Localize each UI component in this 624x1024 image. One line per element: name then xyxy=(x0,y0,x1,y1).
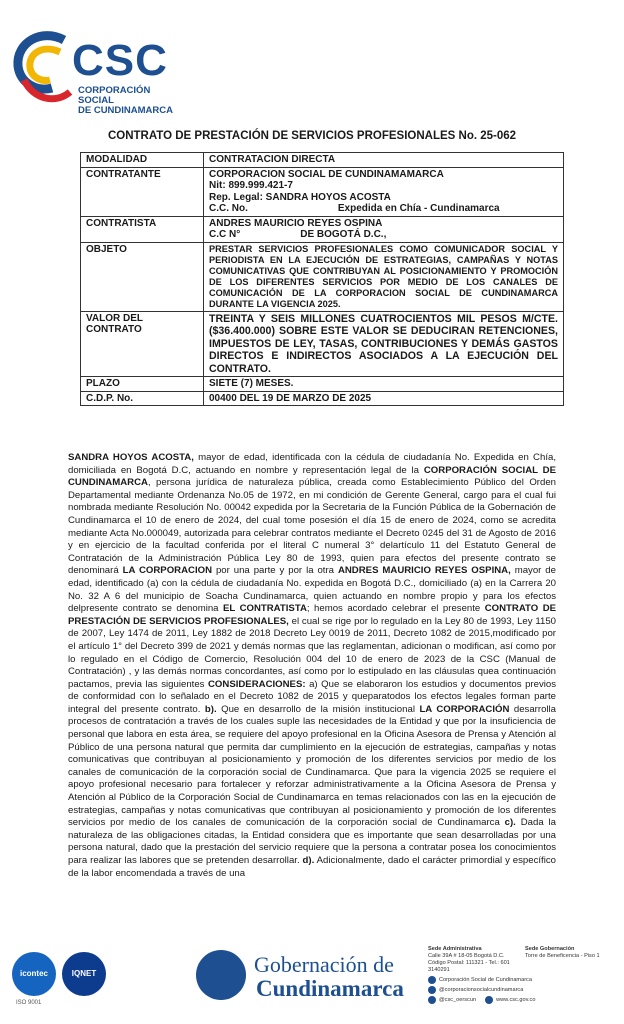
table-row xyxy=(81,391,564,406)
valor-value: TREINTA Y SEIS MILLONES CUATROCIENTOS MIL PESOS M/CTE. ($36.400.000) SOBRE ESTE VALOR SE DEDUCIRAN RETENCIONES, IMPUESTOS DE LEY, TASAS, CONTRIBUCIONES Y DEMÁS GASTOS DIRECTOS E INDIRECTOS ASOCIADOS A LA EJECUCIÓN DEL CONTRATO. xyxy=(204,311,564,377)
icontec-iso-label: ISO 9001 xyxy=(16,1000,42,1006)
csc-logo-subtitle: CORPORACIÓN SOCIAL DE CUNDINAMARCA xyxy=(78,85,173,116)
cdp-label: C.D.P. No. xyxy=(81,391,204,406)
web-icon xyxy=(485,996,493,1004)
table-row xyxy=(81,242,564,311)
csc-logo xyxy=(12,30,212,116)
contract-body-paragraph: SANDRA HOYOS ACOSTA, mayor de edad, identificada con la cédula de ciudadanía No. Expedida en Chía, domiciliada en Bogotá D.C, actuando en nombre y representación legal de la CORPORACIÓN SOCIAL DE CUNDINAMARCA, persona jurídica de naturaleza pública, creada como Establecimiento Público del Orden Departamental mediante Ordenanza No.05 de 1972, en mi condición de Gerente General, cargo para el cual fui nombrada mediante Resolución No. 00042 expedida por la Secretaria de la Función Pública de la Gobernación de Cundinamarca el 10 de enero de 2024, del cual tome posesión el día 15 de enero de 2024, como se acredita mediante Acta No.000049, autorizada para celebrar contratos mediante el Decreto 0245 del 31 de Agosto de 2016 y en ejercicio de la facultad conferida por el literal C numeral 3° delartículo 11 del Estatuto General de Contratación de la Administración Pública Ley 80 de 1993, quien para efectos del presente contrato se denominará LA CORPORACION por una parte y por la otra ANDRES MAURICIO REYES OSPINA, mayor de edad, identificado (a) con la cédula de ciudadanía No. expedida en Bogotá D.C., domiciliado (a) en la Carrera 20 No. 32 A 6 del municipio de Soacha Cundinamarca, quien actuando en nombre propio y para los efectos delpresente contrato se denomina EL CONTRATISTA; hemos acordado celebrar el presente CONTRATO DE PRESTACIÓN DE SERVICIOS PROFESIONALES, el cual se rige por lo regulado en la Ley 80 de 1993, Ley 1150 de 2007, Ley 1474 de 2011, Ley 1882 de 2018 Decreto Ley 0019 de 2011, Decreto 1082 de 2015,modificado por el artículo 1° del Decreto 399 de 2021 y demás normas que las reglamentan, adicionan o modifican, así como por lo regulado en el Código de Comercio, Resolución 004 del 10 de enero de 2023 de la CSC (Manual de Contratación) , y las demás normas concordantes, así como por lo estipulado en las cláusulas queа continuación pactamos, previa las siguientes CONSIDERACIONES: a) Que se elaboraron los estudios y documentos previos de conformidad con lo señalado en el Decreto 1082 de 2015 y queparatodos los efectos legales forman parte integral del presente contrato. b). Que en desarrollo de la misión institucional LA CORPORACIÓN desarrolla procesos de contratación a través de los cuales suple las necesidades de la Entidad y que por la insuficiencia de personal que labora en esta área, se requiere del apoyo profesional en la Oficina Asesora de Prensa y Atención al Público de una persona natural que permita dar cumplimiento en la ejecución de estrategias, campañas y notas comunicativas que contribuyan al posicionamiento y promoción de los diferentes servicios por medio de los canales de comunicación de la corporación social de Cundinamarca. Que para la vigencia 2025 se requiere el apoyo profesional necesario para fortalecer y reforzar administrativamente a la Oficina Asesora de Prensa y Atención al Público de la Corporación Social de Cundinamarca en temas relacionados con las en la ejecución de estrategias, campañas y notas comunicativas que contribuyan al posicionamiento y promoción de los diferentes servicios por medio de los canales de comunicación de la corporación social de Cundinamarca c). Dada la naturaleza de las obligaciones citadas, la Entidad considera que es importante que sean desarrolladas por una persona natural, dado que la prestación del servicio requiere que la persona a contratar posea los conocimientos para realizar las labores que se pretenden desarrollar. d). Adicionalmente, dado el carácter primordial y específico de la labor encomendada a través de una xyxy=(68,452,557,879)
contract-info-table xyxy=(80,152,564,406)
contratante-value: CORPORACION SOCIAL DE CUNDINAMAMARCA Nit: 899.999.421-7 Rep. Legal: SANDRA HOYOS ACOSTA C.C. No. Expedida en Chía - Cundinamarca xyxy=(204,167,564,216)
document-title: CONTRATO DE PRESTACIÓN DE SERVICIOS PROFESIONALES No. 25-062 xyxy=(107,130,517,142)
gobernacion-seal-icon xyxy=(196,950,246,1000)
cdp-value: 00400 DEL 19 DE MARZO DE 2025 xyxy=(204,391,564,406)
icontec-badge: icontec xyxy=(12,952,56,996)
facebook-contact: Corporación Social de Cundinamarca xyxy=(428,976,618,984)
contratista-label: CONTRATISTA xyxy=(81,216,204,242)
table-row xyxy=(81,167,564,216)
modalidad-value: CONTRATACION DIRECTA xyxy=(204,153,564,168)
gobernacion-line2: Cundinamarca xyxy=(256,976,404,1001)
modalidad-label: MODALIDAD xyxy=(81,153,204,168)
valor-label: VALOR DEL CONTRATO xyxy=(81,311,204,377)
plazo-value: SIETE (7) MESES. xyxy=(204,377,564,392)
facebook-icon xyxy=(428,976,436,984)
table-row xyxy=(81,216,564,242)
plazo-label: PLAZO xyxy=(81,377,204,392)
page-footer xyxy=(0,944,624,1024)
twitter-icon xyxy=(428,996,436,1004)
table-row xyxy=(81,311,564,377)
csc-swirl-icon xyxy=(12,30,78,106)
contact-info: Sede Administrativa Calle 39A # 18-05 Bogotá D.C. Código Postal: 111321 - Tel.: 601 3140291 Sede Gobernación Torre de Beneficencia - Piso 1 Corporación Social de Cundinamarca @corporacionsocialcundinamarca @csc_oerscun www.csc.gov.co xyxy=(428,946,618,1004)
csc-logo-text: CSC xyxy=(72,36,168,85)
table-row xyxy=(81,377,564,392)
social-web-contact: @csc_oerscun www.csc.gov.co xyxy=(428,996,618,1004)
instagram-contact: @corporacionsocialcundinamarca xyxy=(428,986,618,994)
table-row xyxy=(81,153,564,168)
instagram-icon xyxy=(428,986,436,994)
objeto-value: PRESTAR SERVICIOS PROFESIONALES COMO COMUNICADOR SOCIAL Y PERIODISTA EN LA EJECUCIÓN DE ESTRATEGIAS, CAMPAÑAS Y NOTAS COMUNICATIVAS QUE CONTRIBUYAN AL POSICIONAMIENTO Y PROMOCIÓN DE LOS DIFERENTES SERVICIOS POR MEDIO DE LOS CANALES DE COMUNICACIÓN DE LA CORPORACION SOCIAL DE CUNDINAMARCA DURANTE LA VIGENCIA 2025. xyxy=(204,242,564,311)
contratista-value: ANDRES MAURICIO REYES OSPINA C.C N° DE BOGOTÁ D.C., xyxy=(204,216,564,242)
contratante-label: CONTRATANTE xyxy=(81,167,204,216)
gobernacion-line1: Gobernación de xyxy=(254,952,394,977)
objeto-label: OBJETO xyxy=(81,242,204,311)
iqnet-badge: IQNET xyxy=(62,952,106,996)
